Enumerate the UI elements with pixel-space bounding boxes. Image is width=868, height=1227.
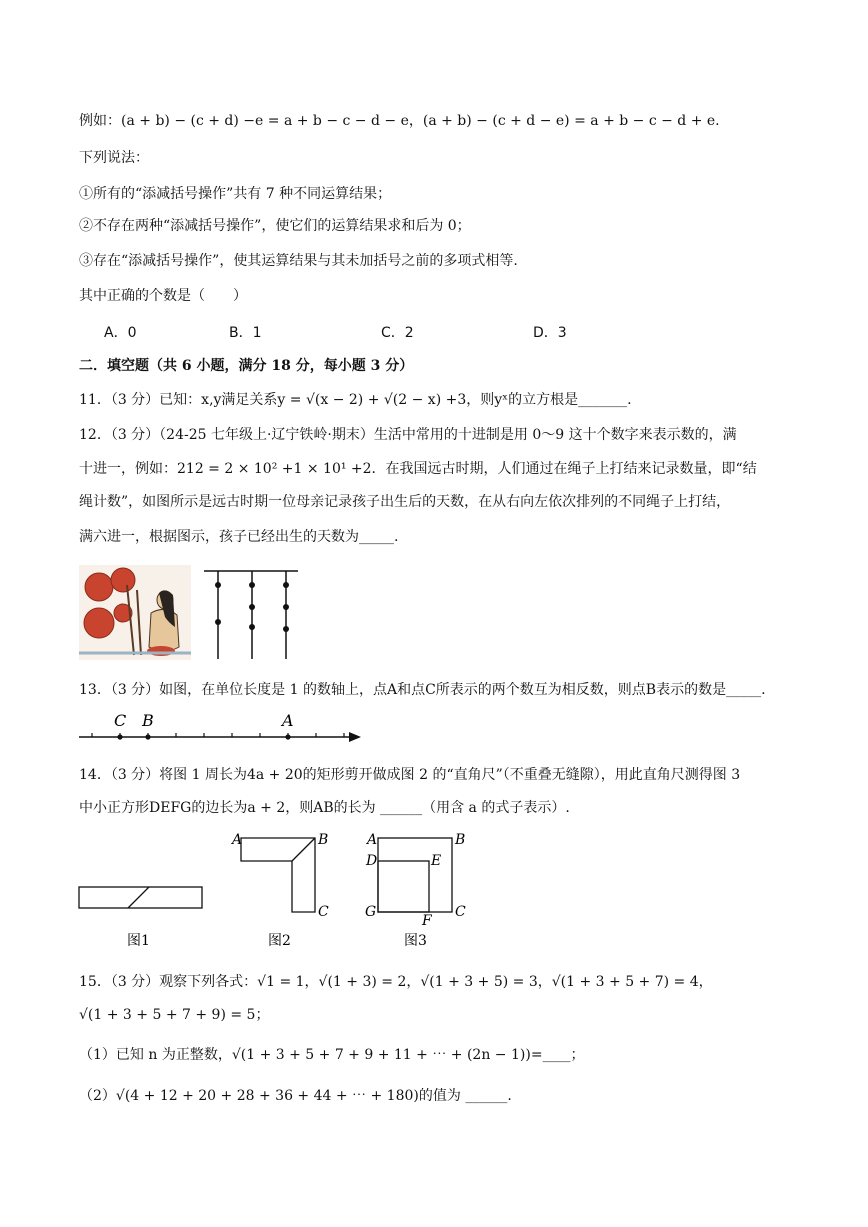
point-c — [117, 734, 122, 739]
knot — [283, 582, 289, 588]
q12-line-2: 十进一，例如：212 = 2 × 10² +1 × 10¹ +2．在我国远古时期，人们通过在绳子上打结来记录数量，即“结 — [79, 461, 757, 477]
q14-line-1: 14．（3 分）将图 1 周长为4a + 20的矩形剪开做成图 2 的“直角尺”（不重叠无缝隙），用此直角尺测得图 3 — [79, 767, 741, 783]
fig2-label-a: A — [232, 832, 243, 848]
fig2-label-c: C — [318, 904, 329, 920]
fig1-rectangle — [79, 887, 202, 908]
fig1-caption: 图1 — [127, 933, 150, 949]
q15-line-2: √(1 + 3 + 5 + 7 + 9) = 5； — [79, 1007, 270, 1023]
q12-line-1: 12．（3 分）（24-25 七年级上·辽宁铁岭·期末）生活中常用的十进制是用 0～9 这十个数字来表示数的，满 — [79, 427, 737, 443]
option-a: A．0 — [104, 325, 137, 341]
q15-line-1: 15．（3 分）观察下列各式：√1 = 1，√(1 + 3) = 2，√(1 + 3 + 5) = 3，√(1 + 3 + 5 + 7) = 4， — [79, 974, 713, 990]
number-line-arrow — [349, 732, 361, 742]
fig3-small-square — [378, 861, 429, 912]
fig3-label-d: D — [366, 853, 378, 869]
point-label-c: C — [114, 711, 127, 730]
knot — [215, 619, 221, 625]
point-label-a: A — [282, 711, 294, 730]
point-label-b: B — [142, 711, 154, 730]
fig3-label-a: A — [367, 832, 378, 848]
q15-part-2: （2）√(4 + 12 + 20 + 28 + 36 + 44 + ⋯ + 180)的值为 ______. — [79, 1088, 512, 1104]
fig3-label-b: B — [455, 832, 466, 848]
knot — [249, 582, 255, 588]
knot — [249, 604, 255, 610]
fig3-label-c: C — [455, 904, 466, 920]
option-b: B．1 — [229, 325, 262, 341]
section-heading: 二．填空题（共 6 小题，满分 18 分，每小题 3 分） — [79, 358, 414, 374]
fig2-joint — [292, 838, 315, 861]
q12-line-4: 满六进一，根据图示，孩子已经出生的天数为_____. — [79, 529, 399, 545]
q12-line-3: 绳计数”，如图所示是远古时期一位母亲记录孩子出生后的天数，在从右向左依次排列的不同绳子上打结， — [79, 494, 731, 510]
knot — [249, 624, 255, 630]
knot — [283, 604, 289, 610]
statement-3: ③存在“添减括号操作”，使其运算结果与其未加括号之前的多项式相等. — [79, 253, 518, 269]
q14-line-2: 中小正方形DEFG的边长为a + 2，则AB的长为 ______（用含 a 的式子表示）. — [79, 800, 570, 816]
fig3-label-g: G — [365, 904, 377, 920]
fig2-caption: 图2 — [268, 933, 291, 949]
fig3-caption: 图3 — [404, 933, 427, 949]
statements-intro: 下列说法： — [79, 150, 149, 166]
example-line: 例如：(a + b) − (c + d) −e = a + b − c − d − e，(a + b) − (c + d − e) = a + b − c − d + e. — [79, 113, 720, 129]
statement-2: ②不存在两种“添减括号操作”，使它们的运算结果求和后为 0； — [79, 218, 471, 234]
q14-figures — [75, 828, 475, 952]
fig3-square — [378, 838, 452, 912]
option-d: D．3 — [533, 325, 567, 341]
q13-text: 13．（3 分）如图，在单位长度是 1 的数轴上，点A和点C所表示的两个数互为相反数，则点B表示的数是_____. — [79, 682, 766, 698]
q15-part-1: （1）已知 n 为正整数，√(1 + 3 + 5 + 7 + 9 + 11 + ⋯ + (2n − 1))=____； — [79, 1047, 585, 1063]
knot-tying-illustration — [79, 565, 191, 660]
fig3-label-e: E — [431, 853, 442, 869]
number-line — [79, 708, 369, 744]
statement-1: ①所有的“添减括号操作”共有 7 种不同运算结果； — [79, 186, 392, 202]
knot — [283, 626, 289, 632]
knot — [215, 582, 221, 588]
option-c: C．2 — [381, 325, 414, 341]
point-a — [285, 734, 290, 739]
fig3-label-f: F — [422, 913, 432, 929]
q11-text: 11．（3 分）已知：x,y满足关系y = √(x − 2) + √(2 − x) +3，则yˣ的立方根是_______. — [79, 392, 632, 408]
knot-rope-diagram — [202, 567, 302, 661]
point-b — [145, 734, 150, 739]
fig1-cut-line — [128, 887, 149, 908]
question-prompt: 其中正确的个数是（ ） — [79, 288, 247, 304]
fig2-label-b: B — [318, 832, 329, 848]
